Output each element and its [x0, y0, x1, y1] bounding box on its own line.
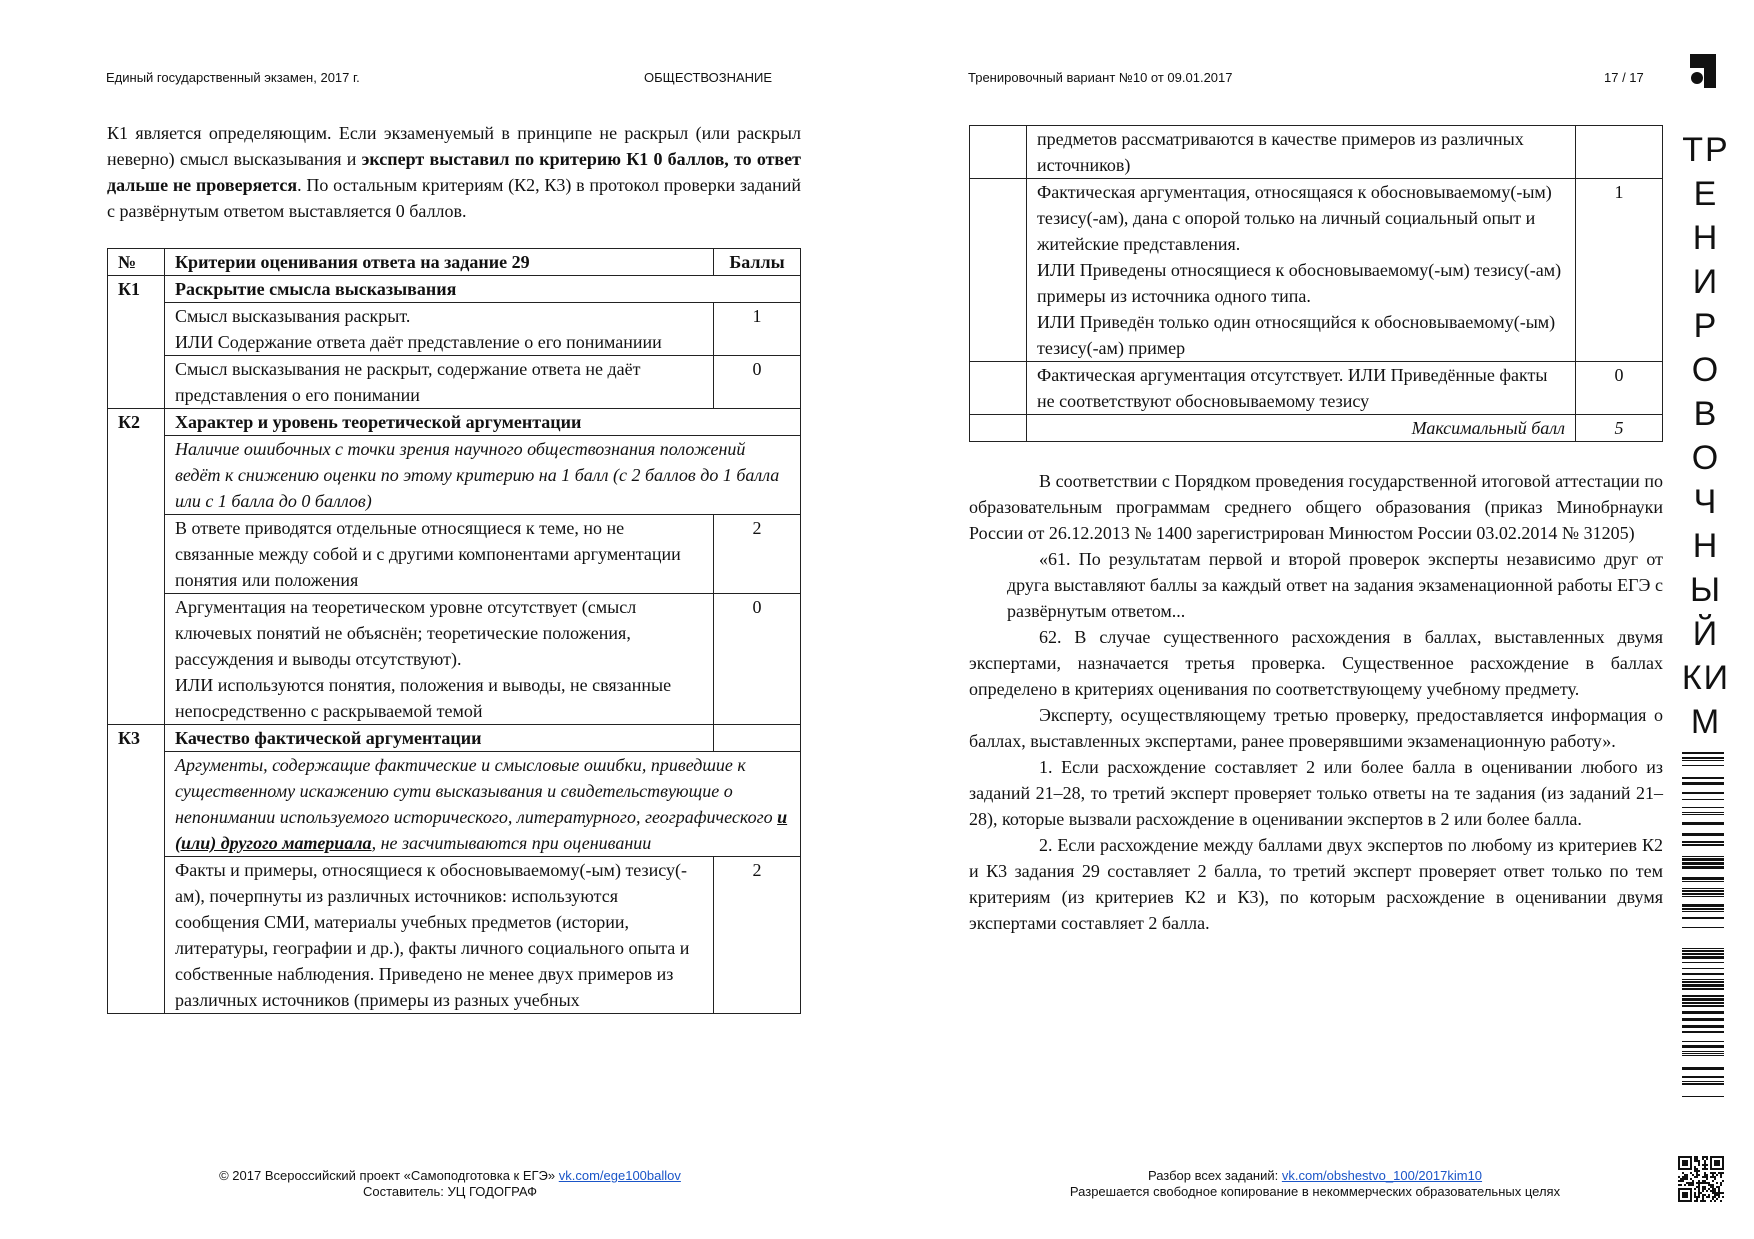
table-row: В ответе приводятся отдельные относящиеся к теме, но не связанные между собой и с другими компонентами аргументации понятия или положения 2: [108, 515, 801, 594]
left-page: [107, 120, 801, 1014]
vk-obshestvo-link[interactable]: vk.com/obshestvo_100/2017kim10: [1281, 1168, 1483, 1183]
criteria-table: [107, 248, 801, 1014]
right-page: [969, 125, 1663, 936]
side-vertical-title: ТР Е Н И Р О В О Ч Н Ы Й КИ М: [1681, 131, 1731, 741]
barcode-icon: [1682, 752, 1724, 1100]
table-header-row: № Критерии оценивания ответа на задание 29 Баллы: [108, 249, 801, 276]
table-row: Наличие ошибочных с точки зрения научного обществознания положений ведёт к снижению оценки по этому критерию на 1 балл (с 2 баллов до 1 балла или с 1 балла до 0 баллов): [108, 436, 801, 515]
corner-mark-icon: [1690, 54, 1716, 88]
k3-title-row: К3 Качество фактической аргументации: [108, 725, 801, 752]
table-row: Смысл высказывания раскрыт. ИЛИ Содержание ответа даёт представление о его пониманиии 1: [108, 303, 801, 356]
table-row: Аргументы, содержащие фактические и смысловые ошибки, приведшие к существенному искажению сути высказывания и свидетельствующие о непонимании используемого исторического, литературного, географического и (или) другого материала, не засчитываются при оценивании: [108, 752, 801, 857]
k2-title-row: К2 Характер и уровень теоретической аргументации: [108, 409, 801, 436]
max-score-row: Максимальный балл 5: [970, 415, 1663, 442]
header-page-number: 17 / 17: [1604, 70, 1644, 85]
vk-ege100ballov-link[interactable]: vk.com/ege100ballov: [558, 1168, 681, 1183]
criteria-table-continued: [969, 125, 1663, 442]
table-row: Факты и примеры, относящиеся к обосновываемому(-ым) тезису(-ам), почерпнуты из различных источников: используются сообщения СМИ, материалы учебных предметов (истории, литературы, географии и др.), факты личного социального опыта и собственные наблюдения. Приведено не менее двух примеров из различных источников (примеры из разных учебных 2: [108, 857, 801, 1014]
table-row: Смысл высказывания не раскрыт, содержание ответа не даёт представления о его понимании 0: [108, 356, 801, 409]
table-row: Фактическая аргументация отсутствует. ИЛИ Приведённые факты не соответствуют обосновываемому тезису 0: [970, 362, 1663, 415]
header-exam-title: Единый государственный экзамен, 2017 г.: [106, 70, 360, 85]
k1-title-row: К1 Раскрытие смысла высказывания: [108, 276, 801, 303]
table-row: предметов рассматриваются в качестве примеров из различных источников): [970, 126, 1663, 179]
table-row: Аргументация на теоретическом уровне отсутствует (смысл ключевых понятий не объяснён; теоретические положения, рассуждения и выводы отсутствуют). ИЛИ используются понятия, положения и выводы, не связанные непосредственно с раскрываемой темой 0: [108, 594, 801, 725]
intro-paragraph: К1 является определяющим. Если экзаменуемый в принципе не раскрыл (или раскрыл неверно) смысл высказывания и эксперт выставил по критерию К1 0 баллов, то ответ дальше не проверяется. По остальным критериям (К2, К3) в протокол проверки заданий с развёрнутым ответом выставляется 0 баллов.: [107, 123, 801, 221]
qr-code-icon: [1678, 1156, 1724, 1202]
left-footer: © 2017 Всероссийский проект «Самоподготовка к ЕГЭ» vk.com/ege100ballov Составитель: УЦ ГОДОГРАФ: [219, 1168, 681, 1199]
header-subject: ОБЩЕСТВОЗНАНИЕ: [644, 70, 773, 85]
table-row: Фактическая аргументация, относящаяся к обосновываемому(-ым) тезису(-ам), дана с опорой только на личный социальный опыт и житейские представления. ИЛИ Приведены относящиеся к обосновываемому(-ым) тезису(-ам) примеры из источника одного типа. ИЛИ Приведён только один относящийся к обосновываемому(-ым) тезису(-ам) пример 1: [970, 179, 1663, 362]
right-footer: Разбор всех заданий: vk.com/obshestvo_100/2017kim10 Разрешается свободное копирование в некоммерческих образовательных целях: [1069, 1168, 1561, 1199]
regulation-text: В соответствии с Порядком проведения государственной итоговой аттестации по образовательным программам среднего общего образования (приказ Минобрнауки России от 26.12.2013 № 1400 зарегистрирован Минюстом России 03.02.2014 № 31205) «61. По результатам первой и второй проверок эксперты независимо друг от друга выставляют баллы за каждый ответ на задания экзаменационной работы ЕГЭ с развёрнутым ответом... 62. В случае существенного расхождения в баллах, выставленных двумя экспертами, назначается третья проверка. Существенное расхождение в баллах определено в критериях оценивания по соответствующему учебному предмету. Эксперту, осуществляющему третью проверку, предоставляется информация о баллах, выставленных экспертами, ранее проверявшими экзаменационную работу». 1. Если расхождение составляет 2 или более балла в оценивании любого из заданий 21–28, то третий эксперт проверяет только ответы на те задания (из заданий 21–28), которые вызвали расхождение в оценивании экспертов в 2 или более балла. 2. Если расхождение между баллами двух экспертов по любому из критериев К2 и К3 задания 29 составляет 2 балла, то третий эксперт проверяет ответ только по тем критериям (из критериев К2 и К3), по которым расхождение в оценивании двумя экспертами составляет 2 балла.: [969, 471, 1663, 933]
header-variant: Тренировочный вариант №10 от 09.01.2017: [968, 70, 1233, 85]
